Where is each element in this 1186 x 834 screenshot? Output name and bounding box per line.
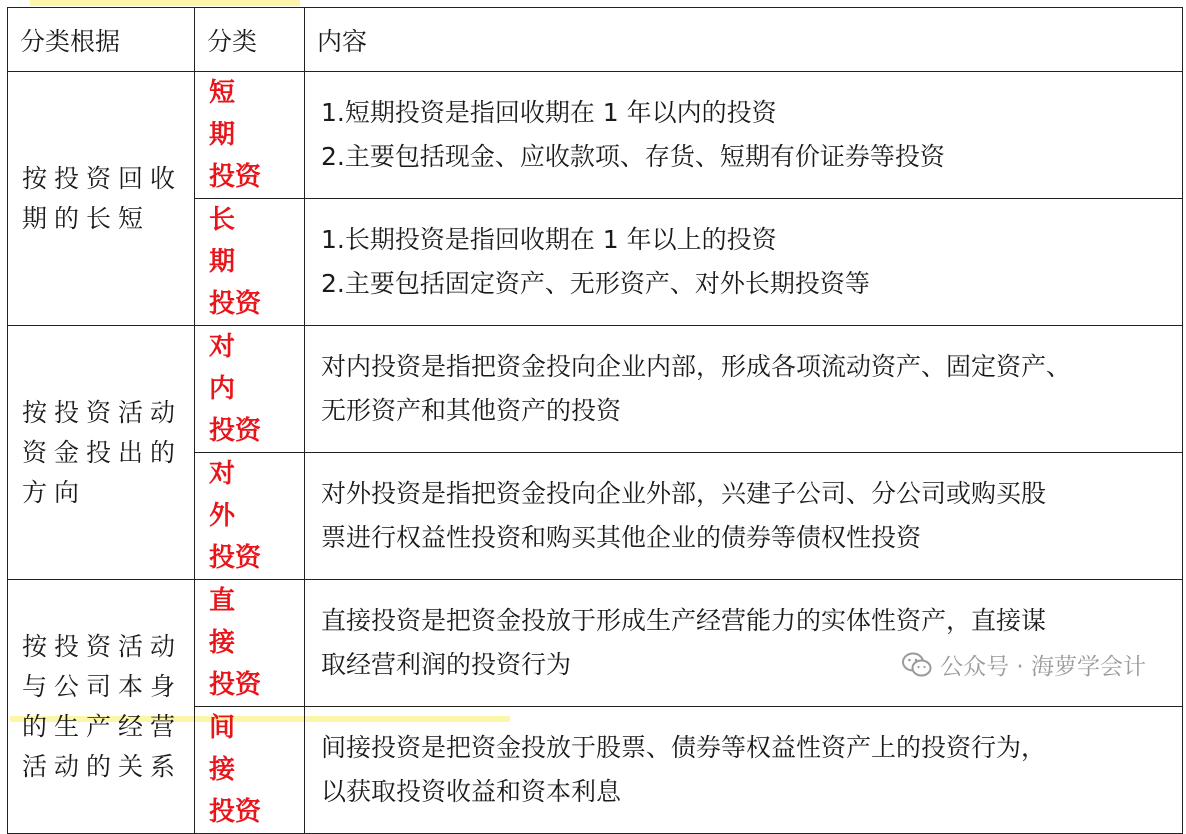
category-label: 投资 xyxy=(209,289,262,319)
header-basis: 分类根据 xyxy=(8,8,195,72)
watermark-text: 公众号 · 海萝学会计 xyxy=(940,654,1146,680)
basis-cell: 按投资活动资金投出的方向 xyxy=(8,326,195,580)
content-line: 1.长期投资是指回收期在 1 年以上的投资 xyxy=(321,225,777,254)
category-cell xyxy=(195,707,305,834)
content-cell xyxy=(305,326,1183,453)
content-line: 间接投资是把资金投放于股票、债券等权益性资产上的投资行为， xyxy=(321,733,1047,762)
category-label: 投资 xyxy=(209,416,262,446)
category-label: 对内 xyxy=(209,332,258,404)
category-label: 投资 xyxy=(209,797,262,827)
content-line: 取经营利润的投资行为 xyxy=(321,650,572,679)
content-line: 直接投资是把资金投放于形成生产经营能力的实体性资产，直接谋 xyxy=(321,606,1047,635)
content-line: 无形资产和其他资产的投资 xyxy=(321,396,622,425)
category-label: 短期 xyxy=(209,78,258,150)
table-row xyxy=(8,72,1183,199)
basis-cell: 按投资回收期的长短 xyxy=(8,72,195,326)
wechat-icon xyxy=(902,652,932,678)
table-row xyxy=(8,326,1183,453)
table-row xyxy=(8,580,1183,707)
category-label: 投资 xyxy=(209,543,262,573)
content-line: 以获取投资收益和资本利息 xyxy=(321,777,622,806)
content-cell xyxy=(305,707,1183,834)
category-label: 投资 xyxy=(209,670,262,700)
header-content: 内容 xyxy=(305,8,1183,72)
basis-cell: 按投资活动与公司本身的生产经营活动的关系 xyxy=(8,580,195,834)
category-label: 投资 xyxy=(209,162,262,192)
content-line: 票进行权益性投资和购买其他企业的债券等债权性投资 xyxy=(321,523,922,552)
highlight-mark-top xyxy=(30,0,300,6)
category-label: 对外 xyxy=(209,459,258,531)
category-label: 长期 xyxy=(209,205,258,277)
header-row xyxy=(8,8,1183,72)
header-category: 分类 xyxy=(195,8,305,72)
category-cell xyxy=(195,453,305,580)
category-cell xyxy=(195,580,305,707)
content-cell xyxy=(305,580,1183,707)
content-cell xyxy=(305,199,1183,326)
category-cell xyxy=(195,199,305,326)
category-cell xyxy=(195,326,305,453)
watermark xyxy=(902,648,1146,681)
investment-classification-table xyxy=(7,7,1183,834)
content-line: 1.短期投资是指回收期在 1 年以内的投资 xyxy=(321,98,777,127)
content-line: 对外投资是指把资金投向企业外部，兴建子公司、分公司或购买股 xyxy=(321,479,1047,508)
category-cell xyxy=(195,72,305,199)
content-line: 2.主要包括固定资产、无形资产、对外长期投资等 xyxy=(321,269,870,298)
content-line: 2.主要包括现金、应收款项、存货、短期有价证券等投资 xyxy=(321,142,945,171)
content-cell xyxy=(305,453,1183,580)
category-label: 间接 xyxy=(209,713,258,785)
content-line: 对内投资是指把资金投向企业内部，形成各项流动资产、固定资产、 xyxy=(321,352,1072,381)
category-label: 直接 xyxy=(209,586,258,658)
content-cell xyxy=(305,72,1183,199)
